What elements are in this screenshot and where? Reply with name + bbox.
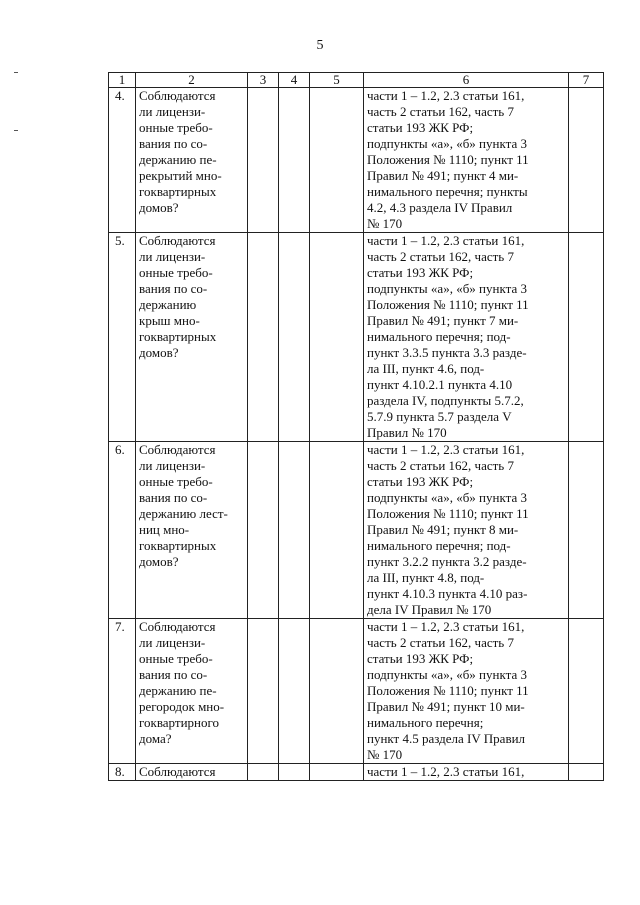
margin-mark — [14, 130, 18, 131]
header-cell: 4 — [279, 73, 310, 88]
norm-line: Положения № 1110; пункт 11 — [367, 297, 529, 312]
question-line: ли лицензи- — [139, 635, 206, 650]
question-line: ли лицензи- — [139, 104, 206, 119]
header-cell: 6 — [364, 73, 569, 88]
norm-line: подпункты «а», «б» пункта 3 — [367, 136, 527, 151]
empty-cell — [279, 233, 310, 442]
question-line: держанию — [139, 297, 197, 312]
norm-line: части 1 – 1.2, 2.3 статьи 161, — [367, 233, 525, 248]
norms-cell — [364, 442, 569, 619]
norm-line: дела IV Правил № 170 — [367, 602, 492, 617]
question-line: держанию лест- — [139, 506, 228, 521]
empty-cell — [310, 88, 364, 233]
header-cell: 3 — [248, 73, 279, 88]
margin-mark — [14, 72, 18, 73]
norm-line: статьи 193 ЖК РФ; — [367, 120, 474, 135]
norm-line: пункт 4.5 раздела IV Правил — [367, 731, 526, 746]
norm-line: ла III, пункт 4.6, под- — [367, 361, 485, 376]
norm-line: Правил № 491; пункт 8 ми- — [367, 522, 519, 537]
norm-line: части 1 – 1.2, 2.3 статьи 161, — [367, 88, 525, 103]
norm-line: Правил № 491; пункт 4 ми- — [367, 168, 519, 183]
norm-line: подпункты «а», «б» пункта 3 — [367, 490, 527, 505]
norm-line: № 170 — [367, 216, 403, 231]
header-cell: 7 — [569, 73, 604, 88]
header-cell: 2 — [136, 73, 248, 88]
norm-line: Положения № 1110; пункт 11 — [367, 152, 529, 167]
question-line: дома? — [139, 731, 172, 746]
empty-cell — [248, 619, 279, 764]
question-line: Соблюдаются — [139, 233, 216, 248]
header-cell: 1 — [109, 73, 136, 88]
norm-line: раздела IV, подпункты 5.7.2, — [367, 393, 524, 408]
norm-line: Правил № 170 — [367, 425, 447, 440]
table-row — [109, 619, 604, 764]
norm-line: статьи 193 ЖК РФ; — [367, 265, 474, 280]
question-line: вания по со- — [139, 136, 208, 151]
question-line: онные требо- — [139, 651, 213, 666]
empty-cell — [248, 233, 279, 442]
header-row — [109, 73, 604, 88]
norms-cell — [364, 233, 569, 442]
norm-line: нимального перечня; пункты — [367, 184, 528, 199]
norm-line: 5.7.9 пункта 5.7 раздела V — [367, 409, 512, 424]
empty-cell — [248, 442, 279, 619]
norm-line: нимального перечня; под- — [367, 538, 511, 553]
question-line: гоквартирных — [139, 329, 217, 344]
question-line: Соблюдаются — [139, 442, 216, 457]
norm-line: пункт 3.2.2 пункта 3.2 разде- — [367, 554, 527, 569]
norm-line: статьи 193 ЖК РФ; — [367, 651, 474, 666]
question-line: держанию пе- — [139, 683, 217, 698]
row-number: 5. — [109, 233, 136, 442]
question-line: вания по со- — [139, 281, 208, 296]
table-row — [109, 233, 604, 442]
empty-cell — [279, 764, 310, 781]
norm-line: части 1 – 1.2, 2.3 статьи 161, — [367, 619, 525, 634]
question-line: рекрытий мно- — [139, 168, 222, 183]
question-line: гоквартирного — [139, 715, 219, 730]
question-line: ли лицензи- — [139, 458, 206, 473]
question-line: крыш мно- — [139, 313, 200, 328]
norm-line: нимального перечня; под- — [367, 329, 511, 344]
question-cell — [136, 764, 248, 781]
empty-cell — [569, 764, 604, 781]
norm-line: части 1 – 1.2, 2.3 статьи 161, — [367, 764, 525, 779]
norms-cell — [364, 88, 569, 233]
question-line: Соблюдаются — [139, 88, 216, 103]
question-line: держанию пе- — [139, 152, 217, 167]
row-number: 7. — [109, 619, 136, 764]
question-cell — [136, 233, 248, 442]
norm-line: подпункты «а», «б» пункта 3 — [367, 281, 527, 296]
norm-line: часть 2 статьи 162, часть 7 — [367, 104, 514, 119]
norm-line: пункт 4.10.2.1 пункта 4.10 — [367, 377, 513, 392]
table-row — [109, 764, 604, 781]
empty-cell — [279, 619, 310, 764]
row-number: 4. — [109, 88, 136, 233]
question-cell — [136, 442, 248, 619]
norm-line: Правил № 491; пункт 7 ми- — [367, 313, 519, 328]
question-line: ли лицензи- — [139, 249, 206, 264]
question-line: домов? — [139, 345, 179, 360]
empty-cell — [310, 764, 364, 781]
empty-cell — [569, 442, 604, 619]
question-line: регородок мно- — [139, 699, 225, 714]
row-number: 6. — [109, 442, 136, 619]
norm-line: № 170 — [367, 747, 403, 762]
question-line: домов? — [139, 200, 179, 215]
norm-line: часть 2 статьи 162, часть 7 — [367, 458, 514, 473]
empty-cell — [310, 442, 364, 619]
question-line: онные требо- — [139, 265, 213, 280]
empty-cell — [569, 88, 604, 233]
question-line: домов? — [139, 554, 179, 569]
norm-line: Положения № 1110; пункт 11 — [367, 683, 529, 698]
norm-line: пункт 4.10.3 пункта 4.10 раз- — [367, 586, 528, 601]
norms-cell — [364, 764, 569, 781]
header-cell: 5 — [310, 73, 364, 88]
empty-cell — [279, 88, 310, 233]
question-line: вания по со- — [139, 667, 208, 682]
norm-line: часть 2 статьи 162, часть 7 — [367, 635, 514, 650]
question-line: вания по со- — [139, 490, 208, 505]
question-line: гоквартирных — [139, 538, 217, 553]
norm-line: ла III, пункт 4.8, под- — [367, 570, 485, 585]
question-line: ниц мно- — [139, 522, 190, 537]
question-cell — [136, 619, 248, 764]
empty-cell — [310, 619, 364, 764]
table-row — [109, 88, 604, 233]
row-number: 8. — [109, 764, 136, 781]
question-line: онные требо- — [139, 120, 213, 135]
empty-cell — [279, 442, 310, 619]
norm-line: пункт 3.3.5 пункта 3.3 разде- — [367, 345, 527, 360]
empty-cell — [248, 88, 279, 233]
norm-line: 4.2, 4.3 раздела IV Правил — [367, 200, 513, 215]
empty-cell — [569, 233, 604, 442]
norm-line: Правил № 491; пункт 10 ми- — [367, 699, 525, 714]
norm-line: статьи 193 ЖК РФ; — [367, 474, 474, 489]
empty-cell — [248, 764, 279, 781]
norm-line: Положения № 1110; пункт 11 — [367, 506, 529, 521]
question-line: Соблюдаются — [139, 764, 216, 779]
norms-cell — [364, 619, 569, 764]
question-line: Соблюдаются — [139, 619, 216, 634]
question-line: онные требо- — [139, 474, 213, 489]
requirements-table — [108, 72, 604, 781]
question-cell — [136, 88, 248, 233]
norm-line: нимального перечня; — [367, 715, 484, 730]
empty-cell — [310, 233, 364, 442]
norm-line: подпункты «а», «б» пункта 3 — [367, 667, 527, 682]
norm-line: части 1 – 1.2, 2.3 статьи 161, — [367, 442, 525, 457]
question-line: гоквартирных — [139, 184, 217, 199]
norm-line: часть 2 статьи 162, часть 7 — [367, 249, 514, 264]
page-number: 5 — [316, 38, 324, 53]
empty-cell — [569, 619, 604, 764]
table-row — [109, 442, 604, 619]
